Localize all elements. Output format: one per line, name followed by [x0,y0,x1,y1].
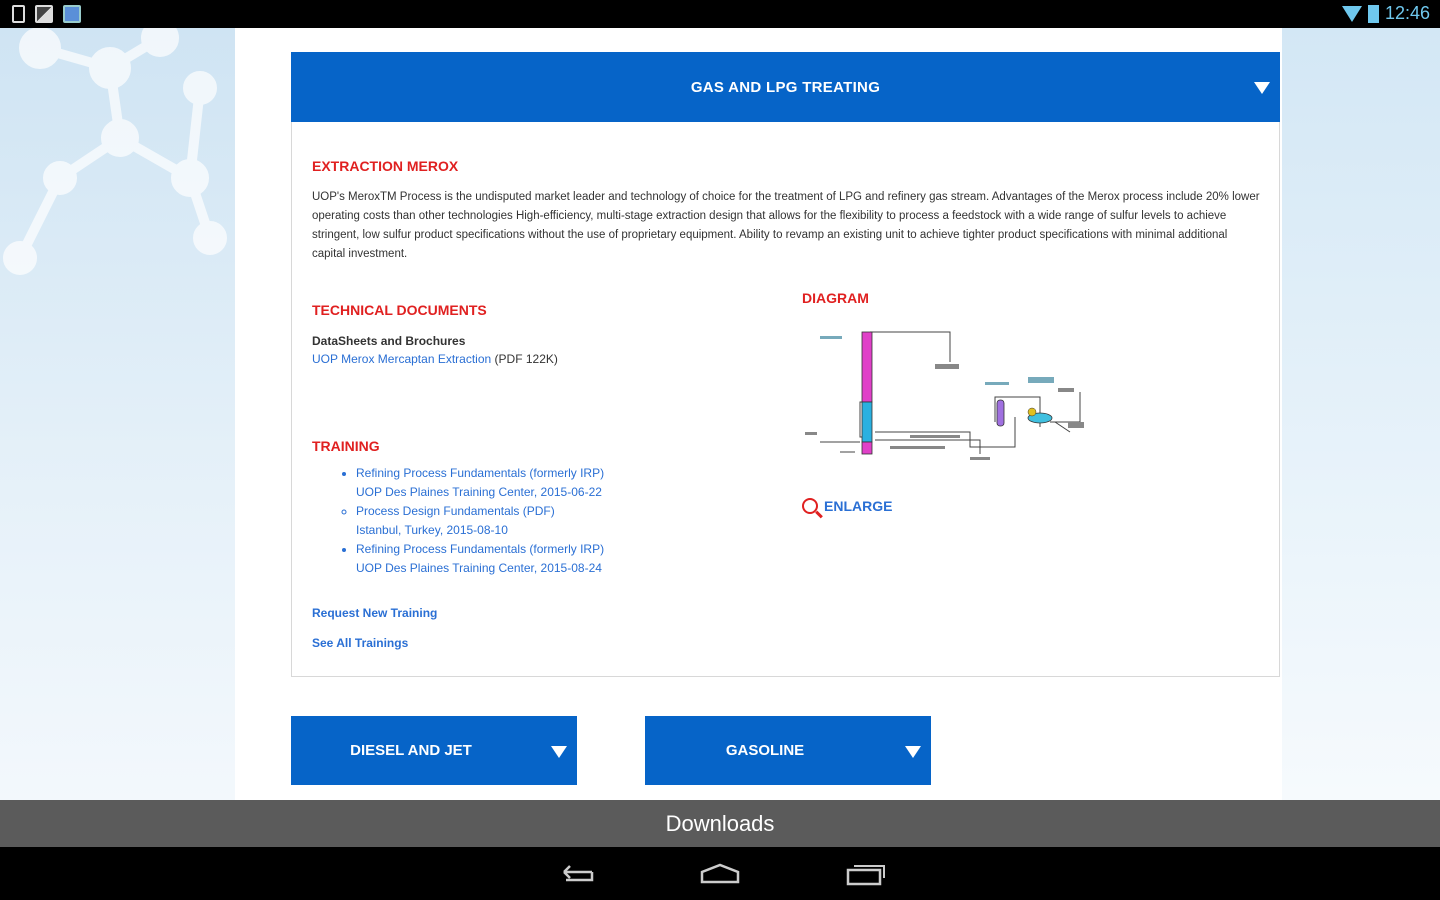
zoom-icon [802,498,818,514]
content-page [235,28,1282,800]
training-title: TRAINING [312,438,380,454]
phone-icon [12,5,25,23]
document-size: (PDF 122K) [494,352,558,366]
background-left [0,28,235,800]
training-detail[interactable]: UOP Des Plaines Training Center, 2015-06-22 [356,485,602,499]
document-line [312,352,558,366]
gas-lpg-treating-header[interactable] [291,52,1280,122]
training-detail[interactable]: Istanbul, Turkey, 2015-08-10 [356,523,508,537]
technical-documents-title: TECHNICAL DOCUMENTS [312,302,487,318]
training-item[interactable] [356,540,676,578]
training-item[interactable] [356,464,676,502]
process-description: UOP's MeroxTM Process is the undisputed market leader and technology of choice for the treatment of LPG and refinery gas stream. Advantages of the Merox process include 20% lower operating costs than other technologies High-efficiency, multi-stage extraction design that allows for the flexibility to process a feedstock with a wide range of sulfur levels to achieve stringent, low sulfur product specifications without the use of proprietary equipment. Ability to revamp an existing unit to achieve tighter product specifications with minimal additional capital investment. [312,191,1260,260]
caret-down-icon [1254,82,1270,94]
molecule-pattern [0,28,235,800]
caret-down-icon [905,746,921,758]
caret-down-icon [551,746,567,758]
back-icon [556,862,596,886]
home-icon [698,862,742,886]
extraction-merox-title: EXTRACTION MEROX [312,158,459,174]
accordion-title: GAS AND LPG TREATING [690,78,881,96]
training-item[interactable] [356,502,676,540]
app-icon [63,5,81,23]
status-time: 12:46 [1384,3,1430,23]
see-all-trainings-link[interactable]: See All Trainings [312,636,409,650]
training-name[interactable]: Process Design Fundamentals (PDF) [356,504,555,518]
wifi-icon [1342,6,1362,22]
merox-document-link[interactable]: UOP Merox Mercaptan Extraction [312,352,492,366]
tile-label: DIESEL AND JET [350,742,472,759]
recent-apps-icon [844,862,888,886]
training-list [338,464,676,578]
diagram-title: DIAGRAM [802,290,869,306]
background-right [1282,28,1440,800]
request-new-training-link[interactable]: Request New Training [312,606,438,620]
process-diagram[interactable] [800,322,1090,472]
gasoline-tile[interactable] [645,716,931,785]
navigation-bar [0,847,1440,900]
training-detail[interactable]: UOP Des Plaines Training Center, 2015-08-24 [356,561,602,575]
recent-apps-button[interactable] [844,861,888,887]
accordion-panel [291,122,1280,677]
battery-icon [1368,5,1379,23]
downloads-label: Downloads [665,810,775,836]
back-button[interactable] [554,861,598,887]
enlarge-button[interactable] [802,498,892,514]
enlarge-label: ENLARGE [824,498,893,514]
diesel-and-jet-tile[interactable] [291,716,577,785]
status-bar [0,0,1440,28]
image-icon [35,5,53,23]
training-name[interactable]: Refining Process Fundamentals (formerly IRP) [356,466,605,480]
home-button[interactable] [698,861,742,887]
downloads-bar[interactable] [0,800,1440,847]
training-name[interactable]: Refining Process Fundamentals (formerly IRP) [356,542,605,556]
datasheets-label: DataSheets and Brochures [312,334,466,348]
tile-label: GASOLINE [725,742,805,759]
